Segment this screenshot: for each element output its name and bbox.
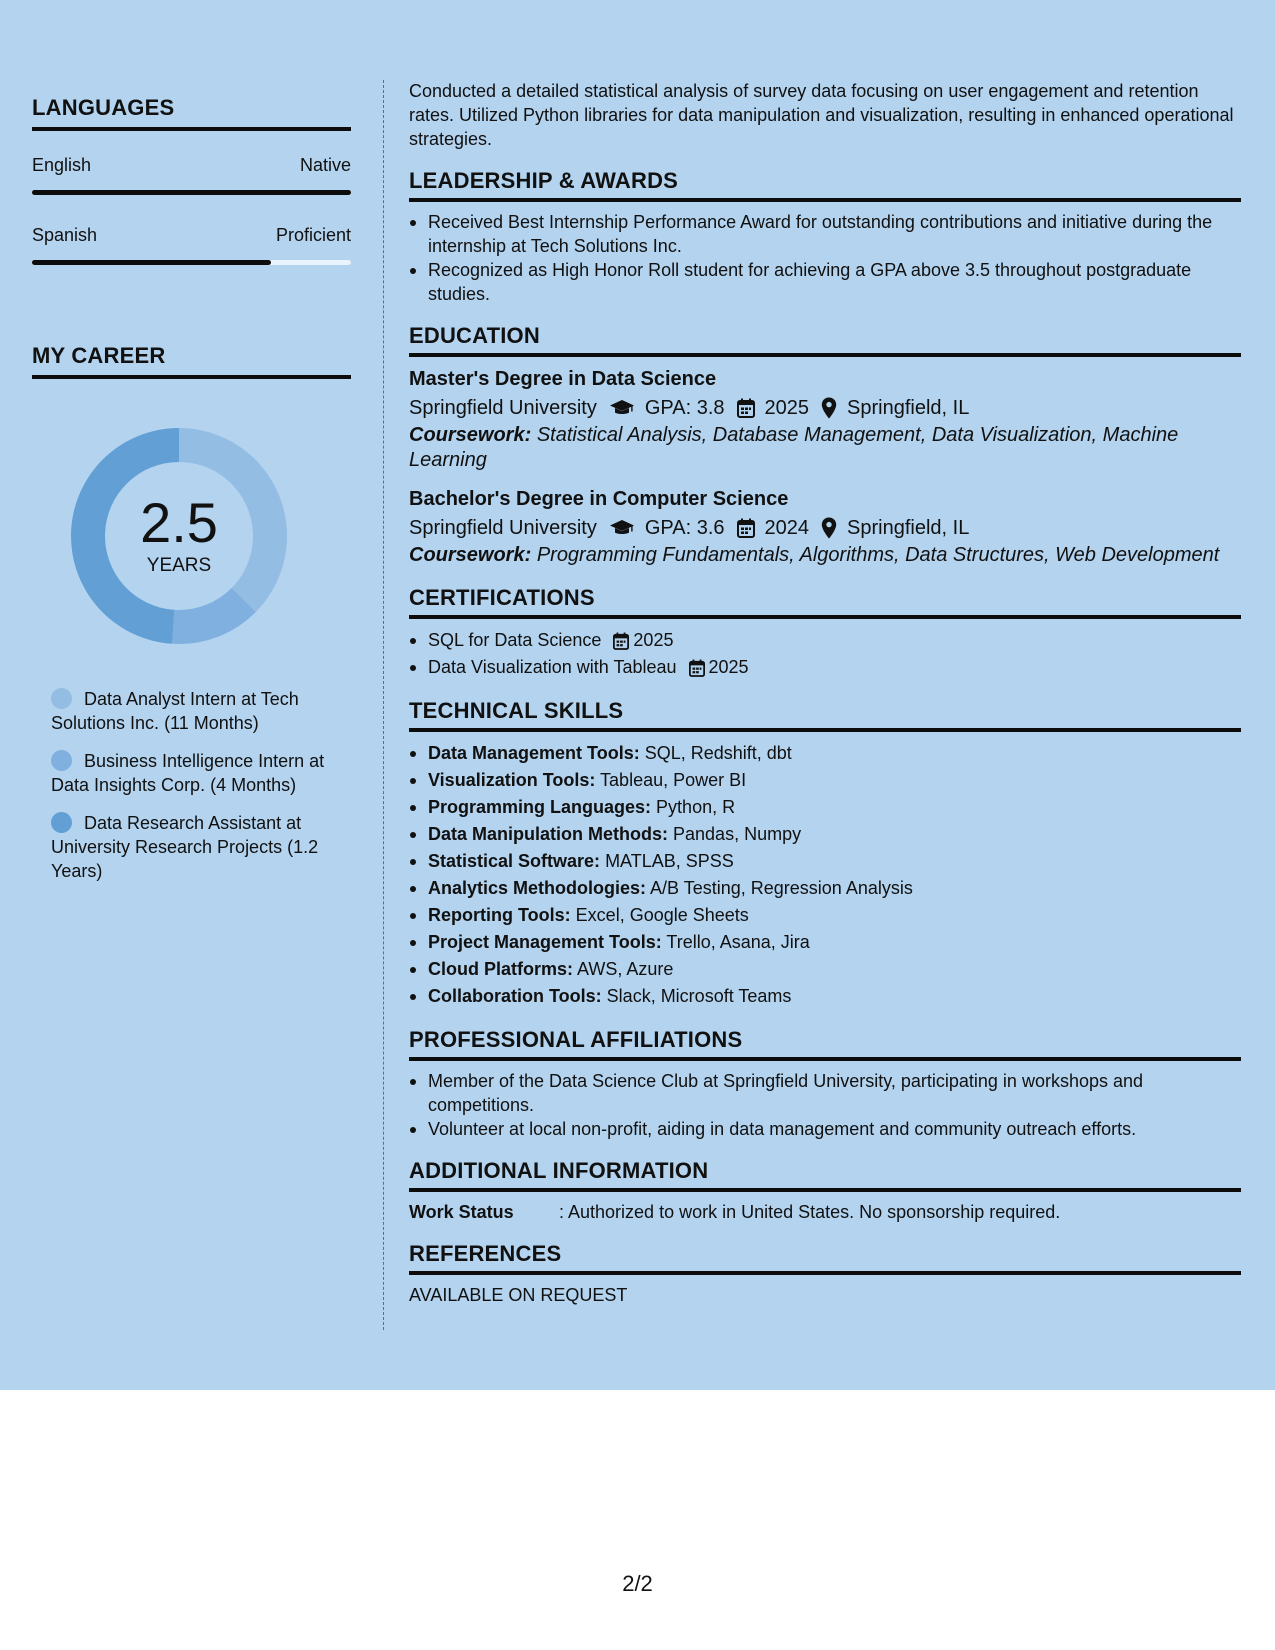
coursework — [409, 543, 1241, 568]
skill-value: SQL, Redshift, dbt — [644, 743, 792, 763]
additional-info-heading: ADDITIONAL INFORMATION — [409, 1157, 1241, 1192]
certifications-section — [409, 584, 1241, 681]
skill-item — [409, 821, 1241, 848]
language-row-spanish — [32, 225, 351, 265]
calendar-icon — [689, 659, 705, 677]
skill-item — [409, 848, 1241, 875]
calendar-icon — [737, 398, 755, 418]
award-item: Recognized as High Honor Roll student for achieving a GPA above 3.5 throughout postgraduate studies. — [409, 258, 1241, 306]
legend-dot-icon — [51, 688, 72, 709]
skill-item — [409, 956, 1241, 983]
skill-item — [409, 983, 1241, 1010]
skill-value: AWS, Azure — [577, 959, 674, 979]
coursework-label: Coursework: — [409, 544, 532, 566]
affiliation-item: Volunteer at local non-profit, aiding in data management and community outreach efforts. — [409, 1117, 1241, 1141]
skill-item — [409, 875, 1241, 902]
career-legend-item — [51, 749, 341, 797]
calendar-icon — [737, 518, 755, 538]
skill-item — [409, 794, 1241, 821]
skill-value: Python, R — [656, 797, 736, 817]
skill-value: Tableau, Power BI — [600, 770, 747, 790]
career-legend-label: Data Analyst Intern at Tech Solutions Inc. (11 Months) — [51, 689, 299, 733]
graduation-year: 2024 — [764, 517, 810, 539]
work-status-value: : Authorized to work in United States. No sponsorship required. — [559, 1202, 1061, 1222]
skill-value: A/B Testing, Regression Analysis — [650, 878, 913, 898]
school-name: Springfield University — [409, 517, 597, 539]
education-heading: EDUCATION — [409, 322, 1241, 357]
school-name: Springfield University — [409, 397, 597, 419]
degree-meta — [409, 513, 1241, 543]
skill-label: Programming Languages: — [428, 797, 652, 817]
graduation-cap-icon — [609, 519, 635, 537]
legend-dot-icon — [51, 812, 72, 833]
language-name: English — [32, 155, 92, 175]
career-legend-label: Data Research Assistant at University Research Projects (1.2 Years) — [51, 813, 319, 881]
education-section — [409, 322, 1241, 568]
skill-label: Data Management Tools: — [428, 743, 640, 763]
references-section — [409, 1240, 1241, 1307]
legend-dot-icon — [51, 750, 72, 771]
work-status-label: Work Status — [409, 1202, 514, 1222]
skill-item — [409, 902, 1241, 929]
certification-name: Data Visualization with Tableau — [428, 657, 677, 677]
degree-meta — [409, 393, 1241, 423]
skill-label: Statistical Software: — [428, 851, 601, 871]
skill-item — [409, 767, 1241, 794]
certification-item — [409, 654, 1241, 681]
language-name: Spanish — [32, 225, 98, 245]
career-legend — [51, 687, 341, 883]
degree-entry — [409, 485, 1241, 568]
column-divider — [383, 80, 384, 1330]
leadership-section — [409, 167, 1241, 306]
coursework-list: Programming Fundamentals, Algorithms, Data Structures, Web Development — [536, 544, 1220, 566]
location-pin-icon — [821, 397, 837, 419]
certifications-heading: CERTIFICATIONS — [409, 584, 1241, 619]
coursework-list: Statistical Analysis, Database Management, Data Visualization, Machine Learning — [409, 424, 1179, 471]
career-total-value: 2.5 — [140, 491, 218, 554]
gpa: GPA: 3.8 — [644, 397, 725, 419]
degree-title: Master's Degree in Data Science — [409, 368, 717, 390]
references-heading: REFERENCES — [409, 1240, 1241, 1275]
career-legend-item — [51, 687, 341, 735]
additional-info-section — [409, 1157, 1241, 1224]
skill-item — [409, 740, 1241, 767]
language-level-fill — [32, 260, 271, 265]
languages-heading: LANGUAGES — [32, 95, 351, 131]
career-legend-label: Business Intelligence Intern at Data Insights Corp. (4 Months) — [51, 751, 325, 795]
award-item: Received Best Internship Performance Award for outstanding contributions and initiative during the internship at Tech Solutions Inc. — [409, 210, 1241, 258]
career-total-unit: YEARS — [146, 555, 212, 576]
skills-section — [409, 697, 1241, 1010]
degree-title: Bachelor's Degree in Computer Science — [409, 488, 789, 510]
skill-value: Pandas, Numpy — [673, 824, 802, 844]
language-level-bar — [32, 190, 351, 195]
skill-label: Visualization Tools: — [428, 770, 596, 790]
language-level: Native — [299, 155, 351, 175]
experience-description: Conducted a detailed statistical analysis of survey data focusing on user engagement and retention rates. Utilized Python libraries for data manipulation and visualization, resulting in enhanced operational strategies. — [409, 81, 1234, 149]
gpa: GPA: 3.6 — [644, 517, 725, 539]
skill-label: Cloud Platforms: — [428, 959, 574, 979]
skill-label: Reporting Tools: — [428, 905, 571, 925]
coursework — [409, 423, 1241, 473]
graduation-year: 2025 — [764, 397, 810, 419]
certification-item — [409, 627, 1241, 654]
skills-heading: TECHNICAL SKILLS — [409, 697, 1241, 732]
skill-label: Analytics Methodologies: — [428, 878, 647, 898]
degree-entry — [409, 365, 1241, 473]
certification-name: SQL for Data Science — [428, 630, 602, 650]
calendar-icon — [613, 632, 629, 650]
coursework-label: Coursework: — [409, 424, 532, 446]
graduation-cap-icon — [609, 399, 635, 417]
skill-label: Collaboration Tools: — [428, 986, 602, 1006]
language-level-fill — [32, 190, 351, 195]
work-status-row — [409, 1200, 1241, 1224]
skill-value: Slack, Microsoft Teams — [606, 986, 792, 1006]
career-donut-chart — [66, 423, 292, 649]
location: Springfield, IL — [847, 517, 970, 539]
skill-value: MATLAB, SPSS — [605, 851, 734, 871]
language-level-bar — [32, 260, 351, 265]
language-level: Proficient — [275, 225, 351, 245]
affiliation-item: Member of the Data Science Club at Springfield University, participating in workshops and competitions. — [409, 1069, 1241, 1117]
page-number: 2/2 — [622, 1571, 653, 1596]
skill-label: Data Manipulation Methods: — [428, 824, 668, 844]
certification-year: 2025 — [708, 657, 749, 677]
skill-item — [409, 929, 1241, 956]
affiliations-heading: PROFESSIONAL AFFILIATIONS — [409, 1026, 1241, 1061]
language-row-english — [32, 155, 351, 195]
left-column — [32, 95, 351, 897]
location-pin-icon — [821, 517, 837, 539]
skill-value: Excel, Google Sheets — [575, 905, 749, 925]
location: Springfield, IL — [847, 397, 970, 419]
skill-value: Trello, Asana, Jira — [666, 932, 810, 952]
skill-label: Project Management Tools: — [428, 932, 662, 952]
career-heading: MY CAREER — [32, 343, 351, 379]
certification-year: 2025 — [633, 630, 674, 650]
leadership-heading: LEADERSHIP & AWARDS — [409, 167, 1241, 202]
career-legend-item — [51, 811, 341, 883]
references-text: AVAILABLE ON REQUEST — [409, 1285, 628, 1305]
affiliations-section — [409, 1026, 1241, 1141]
right-column — [409, 79, 1241, 1323]
